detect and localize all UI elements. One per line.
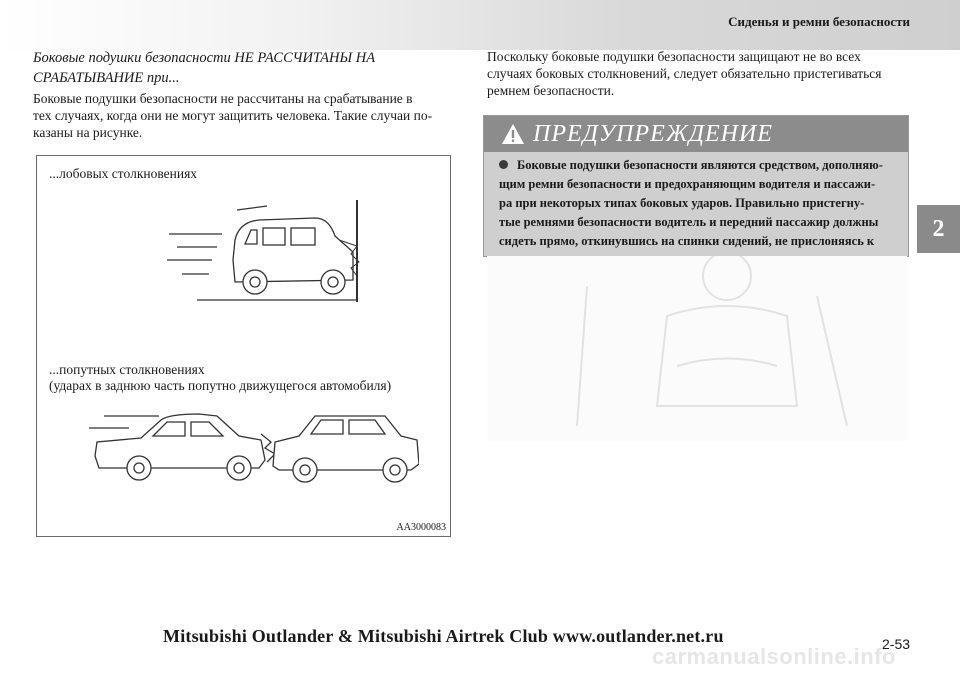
footer-site-link: Mitsubishi Outlander & Mitsubishi Airtrek Club www.outlander.net.ru <box>163 626 724 646</box>
watermark: carmanualsonline.info <box>652 644 896 669</box>
italic-heading-line-2: СРАБАТЫВАНИЕ при... <box>33 70 180 86</box>
warning-line-3: ра при некоторых типах боковых ударов. Правильно пристегну- <box>499 196 865 210</box>
right-body-line-2: случаях боковых столкновений, следует обязательно пристегиваться <box>487 66 882 81</box>
warning-line-2: щим ремни безопасности и предохраняющим водителя и пассажи- <box>499 177 876 191</box>
chapter-tab: 2 <box>917 205 960 253</box>
right-body-line-1: Поскольку боковые подушки безопасности защищают не во всех <box>487 49 861 64</box>
caption-rear-line-2: (ударах в заднюю часть попутно движущегося автомобиля) <box>49 378 392 393</box>
warning-header <box>484 116 908 152</box>
warning-line-5: сидеть прямо, откинувшись на спинки сидений, не прислоняясь к <box>499 234 875 248</box>
header-band <box>0 0 960 50</box>
caption-frontal: ...лобовых столкновениях <box>49 166 198 181</box>
caption-rear-line-1: ...попутных столкновениях <box>49 362 205 377</box>
section-title: Сиденья и ремни безопасности <box>728 14 910 29</box>
faded-background-illustration <box>487 256 907 441</box>
warning-line-4: тые ремнями безопасности водитель и передний пассажир должны <box>499 215 879 229</box>
warning-title: ПРЕДУПРЕЖДЕНИЕ <box>533 120 773 147</box>
left-column <box>33 48 453 141</box>
illustration-frame <box>36 155 451 537</box>
body-line-1: Боковые подушки безопасности не рассчитаны на срабатывание в <box>33 91 413 106</box>
warning-triangle-icon <box>501 123 525 145</box>
rear-crash-illustration <box>89 406 419 486</box>
warning-text <box>499 156 899 270</box>
body-line-3: казаны на рисунке. <box>33 125 143 140</box>
warning-line-1 <box>499 156 899 175</box>
warning-box <box>483 115 909 257</box>
body-line-2: тех случаях, когда они не могут защитить человека. Такие случаи по- <box>33 108 433 123</box>
bullet-icon <box>499 160 508 169</box>
right-column <box>487 48 907 99</box>
caption-rear <box>49 362 391 394</box>
figure-code: AA3000083 <box>396 522 446 533</box>
page-number: 2-53 <box>882 636 911 652</box>
right-body-line-3: ремнем безопасности. <box>487 83 615 98</box>
warning-line-1-text: Боковые подушки безопасности являются средством, дополняю- <box>517 158 883 172</box>
italic-heading-line-1: Боковые подушки безопасности НЕ РАССЧИТАНЫ НА <box>33 50 376 66</box>
frontal-crash-illustration <box>167 192 367 304</box>
